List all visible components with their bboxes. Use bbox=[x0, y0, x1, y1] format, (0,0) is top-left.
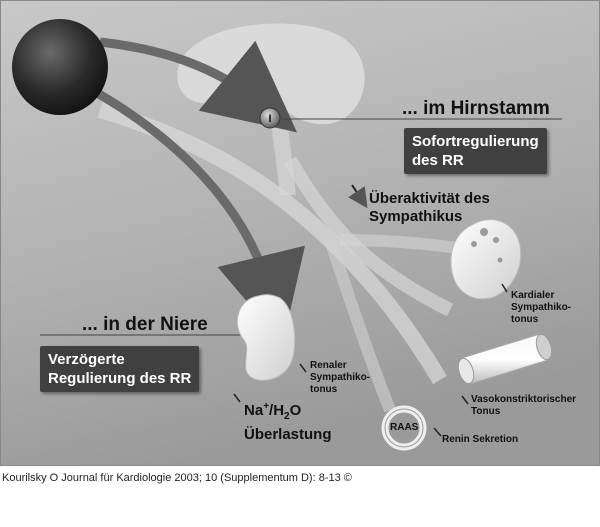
brainstem-receptor-mark: I bbox=[268, 113, 272, 125]
cardiac-tone-line-2: Sympathiko- bbox=[511, 302, 572, 313]
cardiac-tone-line-1: Kardialer bbox=[511, 290, 555, 301]
immediate-regulation-box bbox=[404, 128, 547, 174]
vasoconstrictor-tone-label bbox=[471, 394, 576, 418]
na-text: Na bbox=[244, 402, 264, 419]
cardiac-tone-line-3: tonus bbox=[511, 314, 539, 325]
renal-tone-line-1: Renaler bbox=[310, 360, 347, 371]
citation: Kourilsky O Journal für Kardiologie 2003; 10 (Supplementum D): 8-13 © bbox=[2, 472, 352, 484]
heart-spot bbox=[471, 241, 477, 247]
na-overload-label bbox=[244, 398, 332, 444]
o-text: O bbox=[289, 402, 302, 419]
immediate-regulation-line-1: Sofortregulierung bbox=[412, 133, 539, 150]
kidney-shape bbox=[237, 295, 294, 381]
vasoconstrictor-line-2: Tonus bbox=[471, 406, 501, 417]
overactivity-line-1: Überaktivität des bbox=[369, 190, 490, 207]
heart-spot bbox=[498, 258, 503, 263]
raas-label: RAAS bbox=[390, 422, 419, 433]
renal-tone-line-2: Sympathiko- bbox=[310, 372, 371, 383]
renin-secretion-label: Renin Sekretion bbox=[442, 434, 519, 445]
delayed-regulation-box bbox=[40, 346, 199, 392]
delayed-regulation-line-1: Verzögerte bbox=[48, 351, 125, 368]
immediate-regulation-line-2: des RR bbox=[412, 152, 464, 169]
heart-spot bbox=[493, 237, 499, 243]
renal-tone-label bbox=[310, 360, 370, 396]
vasoconstrictor-line-1: Vasokonstriktorischer bbox=[471, 394, 577, 405]
h2o-subscript: 2 bbox=[284, 411, 290, 422]
delayed-regulation-line-2: Regulierung des RR bbox=[48, 370, 192, 387]
renal-tone-line-3: tonus bbox=[310, 384, 338, 395]
overactivity-line-2: Sympathikus bbox=[369, 208, 463, 225]
sphere bbox=[12, 19, 108, 115]
brainstem-label: ... im Hirnstamm bbox=[402, 98, 550, 119]
na-superscript: + bbox=[263, 401, 270, 412]
na-slash-h: /H bbox=[269, 402, 285, 419]
na-h2o-line bbox=[244, 398, 332, 426]
overactivity-label bbox=[369, 190, 490, 226]
kidney-label: ... in der Niere bbox=[82, 314, 208, 335]
overload-line: Überlastung bbox=[244, 426, 332, 443]
cardiac-tone-label bbox=[511, 290, 571, 326]
heart-spot bbox=[480, 228, 488, 236]
